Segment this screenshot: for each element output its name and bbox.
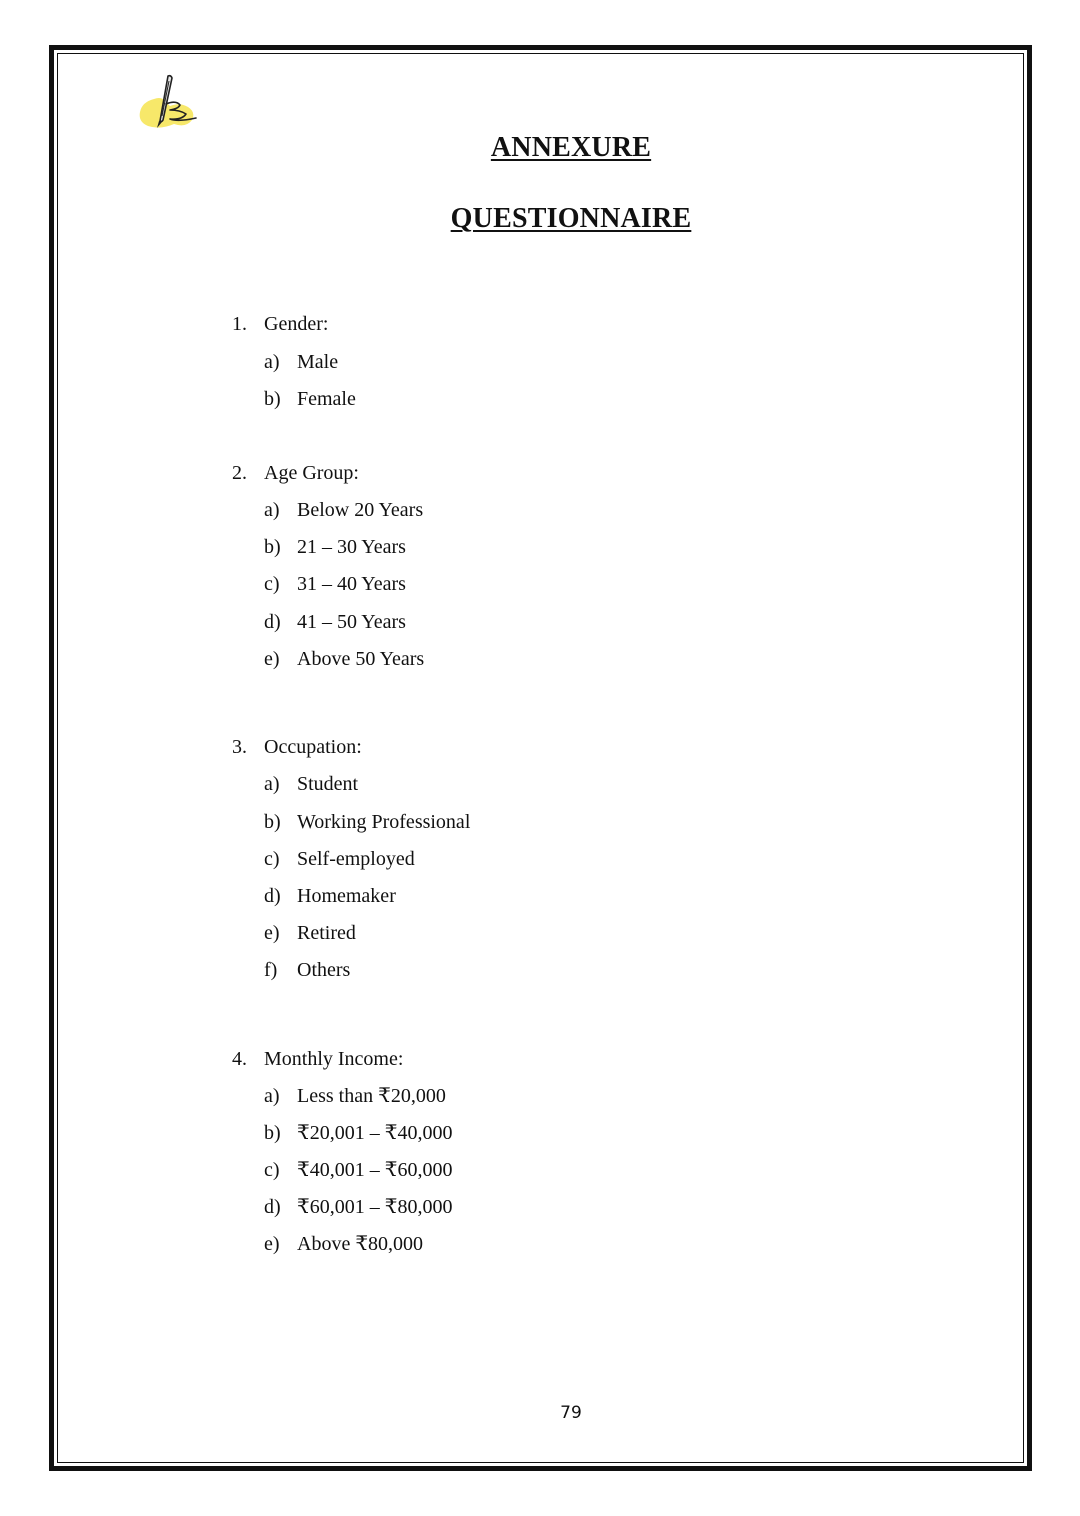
option-text: 31 – 40 Years [297,573,406,595]
page-number: 79 [560,1403,582,1423]
pen-writing-icon [136,72,200,132]
option-letter: a) [264,351,280,373]
question-text: Occupation: [264,736,362,758]
option-text: ₹60,001 – ₹80,000 [297,1196,453,1218]
option-text: 21 – 30 Years [297,536,406,558]
page-border [49,45,1032,1471]
question-number: 2. [232,462,247,484]
option-text: Below 20 Years [297,499,424,521]
option-letter: a) [264,773,280,795]
question-text: Age Group: [264,462,359,484]
option-letter: e) [264,1233,280,1255]
option-letter: a) [264,499,280,521]
option-text: Less than ₹20,000 [297,1085,446,1107]
option-text: Others [297,959,351,981]
option-letter: c) [264,1159,280,1181]
question-number: 3. [232,736,247,758]
option-text: Self-employed [297,848,415,870]
option-text: Working Professional [297,811,471,833]
question-text: Monthly Income: [264,1048,404,1070]
option-letter: c) [264,573,280,595]
option-letter: b) [264,811,281,833]
option-letter: a) [264,1085,280,1107]
option-text: Homemaker [297,885,396,907]
question-text: Gender: [264,313,329,335]
option-letter: b) [264,536,281,558]
question-number: 1. [232,313,247,335]
option-letter: b) [264,1122,281,1144]
option-letter: d) [264,885,281,907]
option-letter: d) [264,611,281,633]
option-text: Above ₹80,000 [297,1233,424,1255]
option-letter: e) [264,922,280,944]
questionnaire-title: QUESTIONNAIRE [450,203,692,234]
option-letter: e) [264,648,280,670]
option-text: Student [297,773,359,795]
annexure-title: ANNEXURE [490,132,652,163]
option-text: ₹20,001 – ₹40,000 [297,1122,453,1144]
option-letter: d) [264,1196,281,1218]
option-text: ₹40,001 – ₹60,000 [297,1159,453,1181]
option-letter: b) [264,388,281,410]
option-text: Retired [297,922,356,944]
option-letter: f) [264,959,278,981]
option-text: 41 – 50 Years [297,611,406,633]
option-letter: c) [264,848,280,870]
option-text: Male [297,351,339,373]
page-border-inner [57,53,1024,1463]
option-text: Female [297,388,356,410]
question-number: 4. [232,1048,247,1070]
option-text: Above 50 Years [297,648,425,670]
